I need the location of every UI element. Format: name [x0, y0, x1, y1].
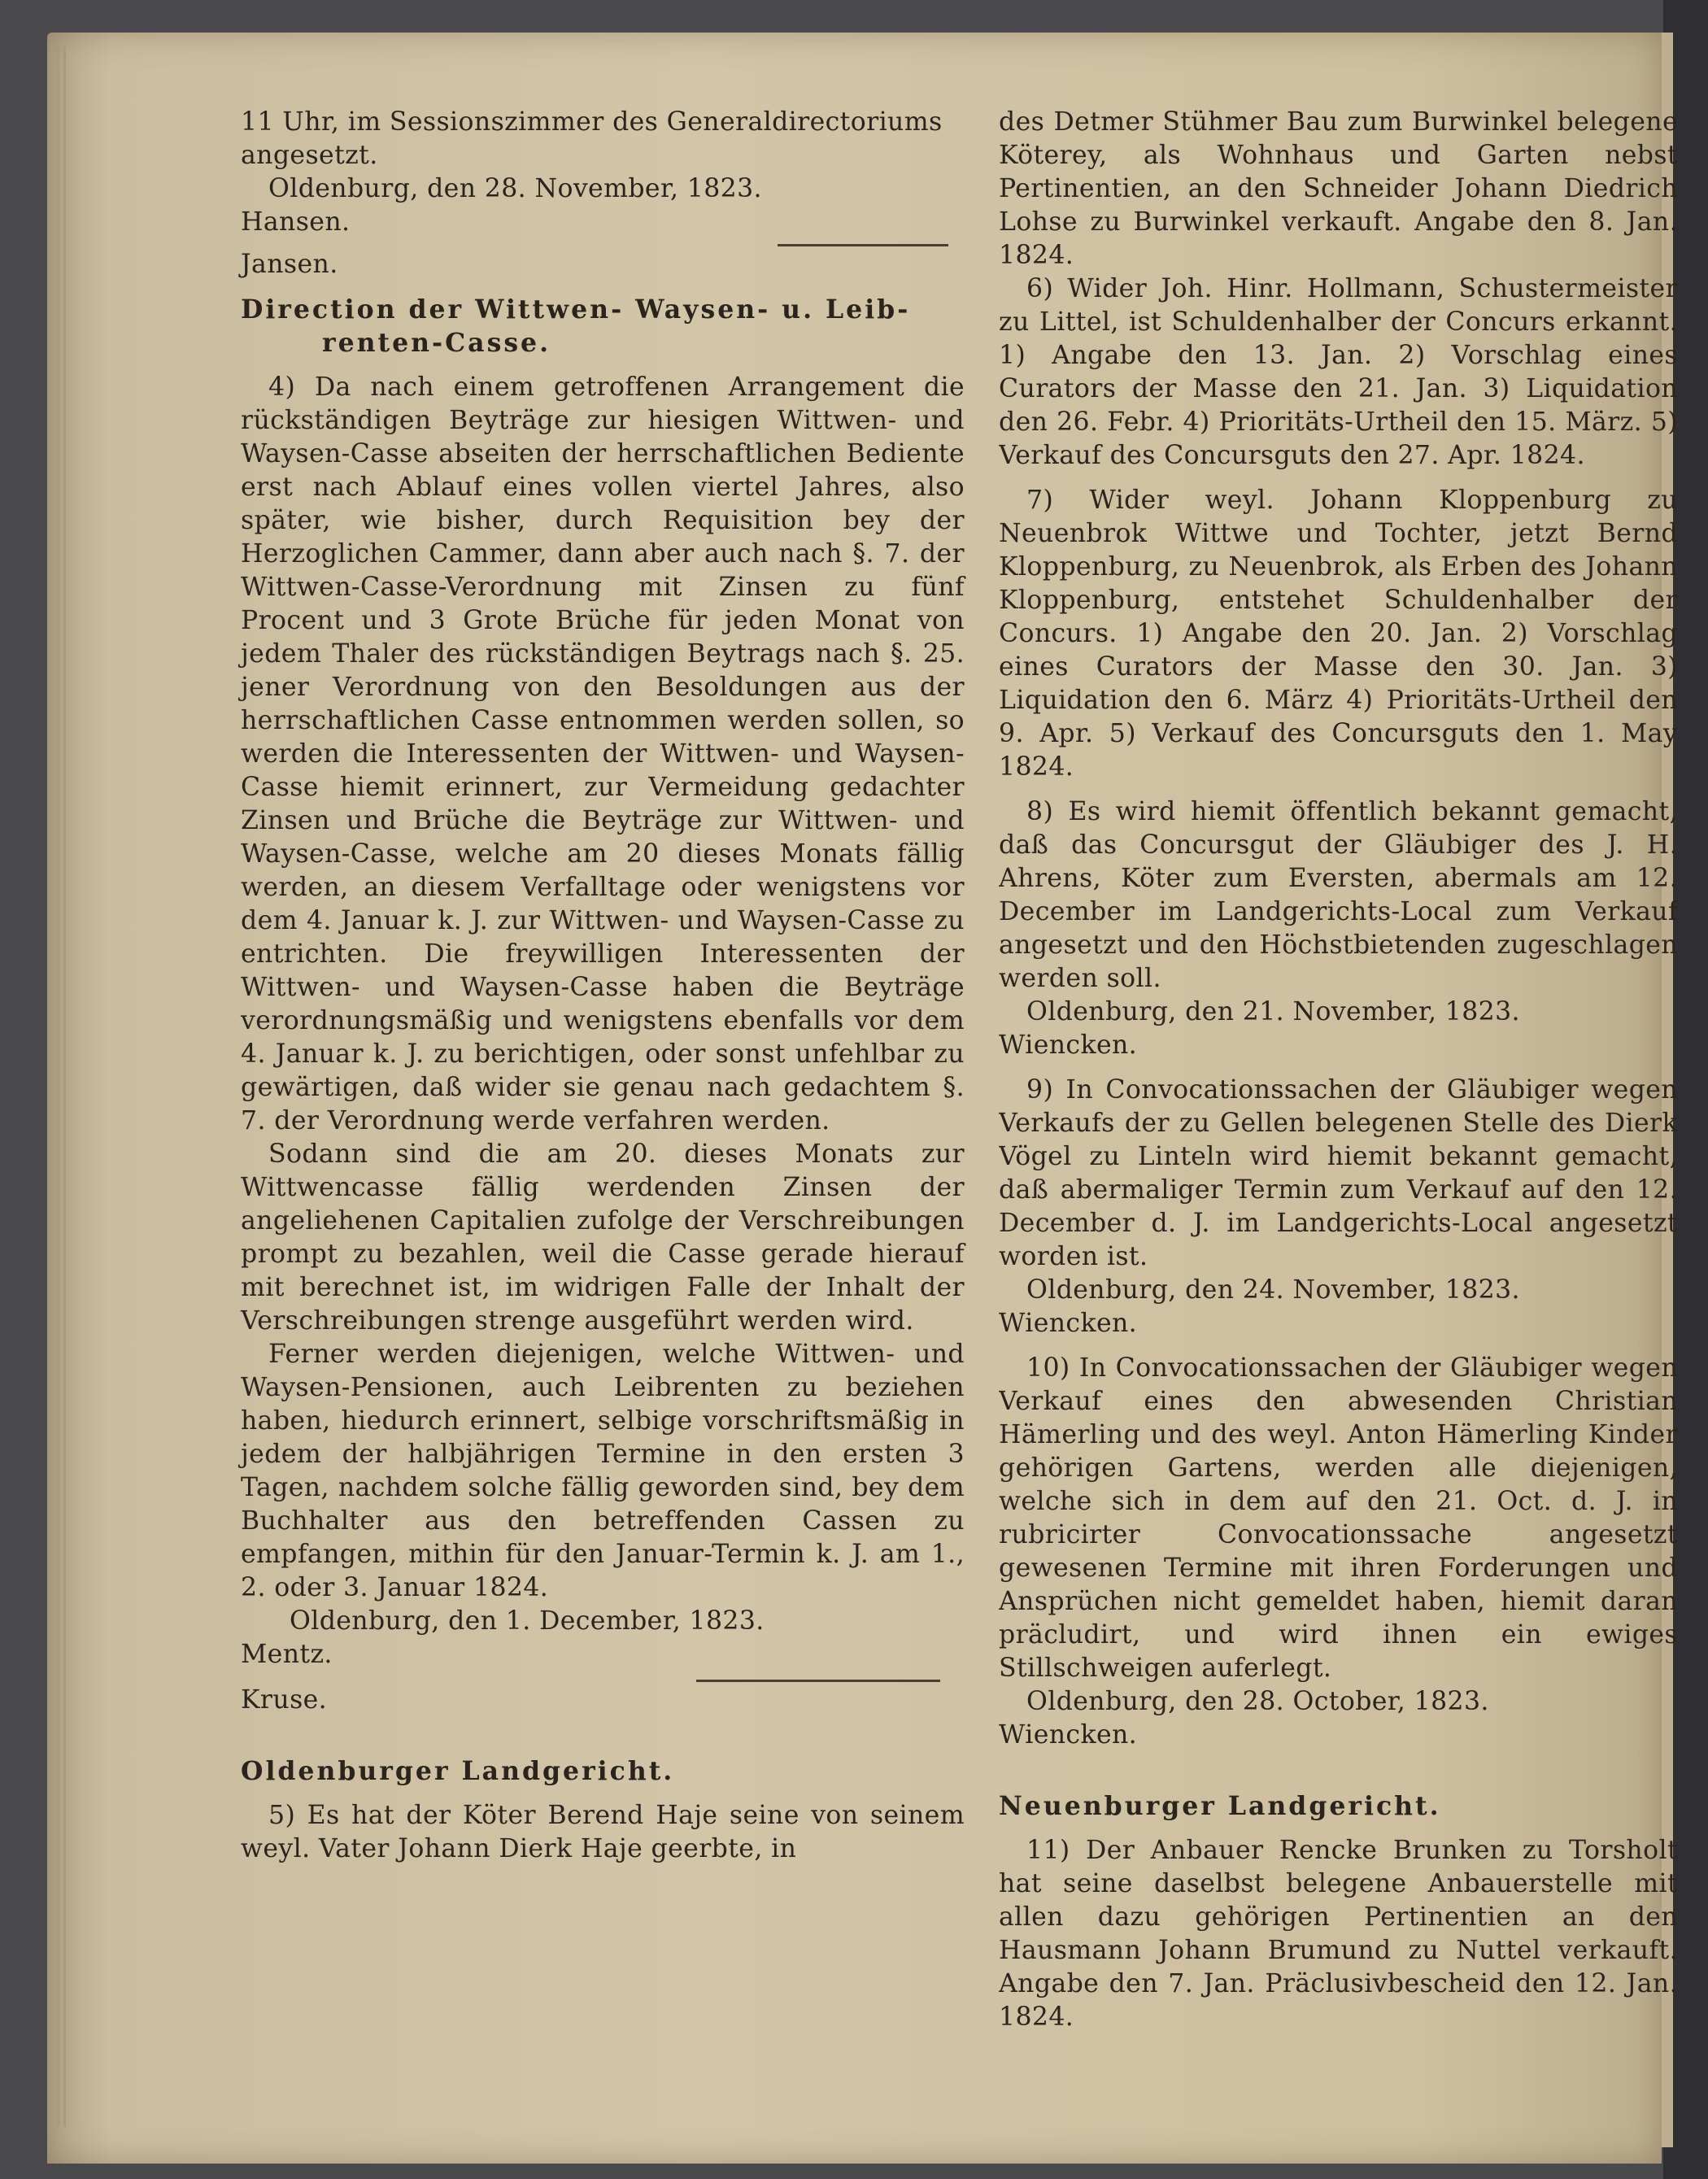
page-edge: [57, 45, 59, 2127]
divider-rule: [696, 1680, 940, 1682]
neuenburger-landgericht-heading: Neuenburger Landgericht.: [999, 1791, 1441, 1821]
intro-line: 11 Uhr, im Sessionszimmer des Generaldirectoriums: [241, 107, 943, 137]
notice-paragraph-6: 6) Wider Joh. Hinr. Hollmann, Schustermeister zu Littel, ist Schuldenhalber der Concurs erkannt. 1) Angabe den 13. Jan. 2) Vorschlag eines Curators der Masse den 21. Jan. 3) Liquidation den 26. Febr. 4) Prioritäts-Urtheil den 15. März. 5) Verkauf des Concursguts den 27. Apr. 1824.: [999, 274, 1678, 470]
place-date-8: Oldenburg, den 21. November, 1823.: [1026, 997, 1520, 1026]
direction-place-date: Oldenburg, den 1. December, 1823.: [290, 1606, 765, 1636]
notice-paragraph-sodann: Sodann sind die am 20. dieses Monats zur Wittwencasse fällig werdenden Zinsen der angeliehenen Capitalien zufolge der Verschreibungen prompt zu bezahlen, weil die Casse gerade hierauf mit berechnet ist, im widrigen Falle der Inhalt der Verschreibungen strenge ausgeführt werden wird.: [241, 1140, 965, 1336]
notice-paragraph-9: 9) In Convocationssachen der Gläubiger wegen Verkaufs der zu Gellen belegenen Stelle des Dierk Vögel zu Linteln wird hiemit bekannt gemacht, daß abermaliger Termin zum Verkauf auf den 12. December d. J. im Landgerichts-Local angesetzt worden ist.: [999, 1075, 1678, 1271]
place-date-10: Oldenburg, den 28. October, 1823.: [1026, 1687, 1489, 1716]
notice-paragraph-8: 8) Es wird hiemit öffentlich bekannt gemacht, daß das Concursgut der Gläubiger des J. H. Ahrens, Köter zum Eversten, abermals am 12. December im Landgerichts-Local zum Verkauf angesetzt und den Höchstbietenden zugeschlagen werden soll.: [999, 797, 1678, 993]
page-edge: [50, 45, 53, 2127]
notice-paragraph-5-cont: des Detmer Stühmer Bau zum Burwinkel belegene Köterey, als Wohnhaus und Garten nebst Pertinentien, an den Schneider Johann Diedrich Lohse zu Burwinkel verkauft. Angabe den 8. Jan. 1824.: [999, 107, 1678, 270]
right-column: [999, 106, 1678, 2034]
signature-wiencken: Wiencken.: [999, 1031, 1138, 1060]
notice-paragraph-5: 5) Es hat der Köter Berend Haje seine von seinem weyl. Vater Johann Dierk Haje geerbte, in: [241, 1801, 965, 1863]
signature-kruse: Kruse.: [241, 1685, 328, 1715]
direction-heading: Direction der Wittwen- Waysen- u. Leib-: [241, 294, 911, 325]
oldenburger-landgericht-heading: Oldenburger Landgericht.: [241, 1756, 675, 1786]
notice-paragraph-10: 10) In Convocationssachen der Gläubiger wegen Verkauf eines den abwesenden Christian Hämerling und des weyl. Anton Hämerling Kinder gehörigen Gartens, werden alle diejenigen, welche sich in dem auf den 21. Oct. d. J. in rubricirter Convocationssache angesetzt gewesenen Termine mit ihren Forderungen und Ansprüchen nicht gemeldet haben, hiemit daran präcludirt, und wird ihnen ein ewiges Stillschweigen auferlegt.: [999, 1353, 1678, 1683]
notice-paragraph-ferner: Ferner werden diejenigen, welche Wittwen- und Waysen-Pensionen, auch Leibrenten zu beziehen haben, hiedurch erinnert, selbige vorschriftsmäßig in jedem der halbjährigen Termine in den ersten 3 Tagen, nachdem solche fällig geworden sind, bey dem Buchhalter aus den betreffenden Cassen zu empfangen, mithin für den Januar-Termin k. J. am 1., 2. oder 3. Januar 1824.: [241, 1340, 965, 1602]
notice-paragraph-4: 4) Da nach einem getroffenen Arrangement die rückständigen Beyträge zur hiesigen Wittwen- und Waysen-Casse abseiten der herrschaftlichen Bediente erst nach Ablauf eines vollen viertel Jahres, also später, wie bisher, durch Requisition bey der Herzoglichen Cammer, dann aber auch nach §. 7. der Wittwen-Casse-Verordnung mit Zinsen zu fünf Procent und 3 Grote Brüche für jeden Monat von jedem Thaler des rückständigen Beytrags nach §. 25. jener Verordnung von den Besoldungen aus der herrschaftlichen Casse entnommen werden sollen, so werden die Interessenten der Wittwen- und Waysen-Casse hiemit erinnert, zur Vermeidung gedachter Zinsen und Brüche die Beyträge zur Wittwen- und Waysen-Casse, welche am 20 dieses Monats fällig werden, an diesem Verfalltage oder wenigstens vor dem 4. Januar k. J. zur Wittwen- und Waysen-Casse zu entrichten. Die freywilligen Interessenten der Wittwen- und Waysen-Casse haben die Beyträge verordnungsmäßig und wenigstens ebenfalls vor dem 4. Januar k. J. zu berichtigen, oder sonst unfehlbar zu gewärtigen, daß wider sie genau nach gedachtem §. 7. der Verordnung werde verfahren werden.: [241, 373, 965, 1135]
direction-heading-cont: renten-Casse.: [322, 328, 551, 358]
signature-wiencken: Wiencken.: [999, 1309, 1138, 1338]
signature-jansen: Jansen.: [241, 250, 338, 279]
page-edge: [63, 45, 66, 2127]
notice-paragraph-11: 11) Der Anbauer Rencke Brunken zu Torsholt hat seine daselbst belegene Anbauerstelle mit allen dazu gehörigen Pertinentien an den Hausmann Johann Brumund zu Nuttel verkauft. Angabe den 7. Jan. Präclusivbescheid den 12. Jan. 1824.: [999, 1836, 1678, 2032]
signature-wiencken: Wiencken.: [999, 1720, 1138, 1750]
divider-rule: [778, 244, 948, 246]
notice-paragraph-7: 7) Wider weyl. Johann Kloppenburg zu Neuenbrok Wittwe und Tochter, jetzt Bernd Kloppenburg, zu Neuenbrok, als Erben des Johann Kloppenburg, entstehet Schuldenhalber der Concurs. 1) Angabe den 20. Jan. 2) Vorschlag eines Curators der Masse den 30. Jan. 3) Liquidation den 6. März 4) Prioritäts-Urtheil den 9. Apr. 5) Verkauf des Concursguts den 1. May 1824.: [999, 486, 1678, 782]
signature-mentz: Mentz.: [241, 1640, 333, 1669]
intro-line: angesetzt.: [241, 141, 378, 170]
place-date-9: Oldenburg, den 24. November, 1823.: [1026, 1275, 1520, 1305]
intro-place-date: Oldenburg, den 28. November, 1823.: [268, 174, 762, 203]
left-column: [241, 106, 965, 1866]
signature-hansen: Hansen.: [241, 207, 351, 237]
